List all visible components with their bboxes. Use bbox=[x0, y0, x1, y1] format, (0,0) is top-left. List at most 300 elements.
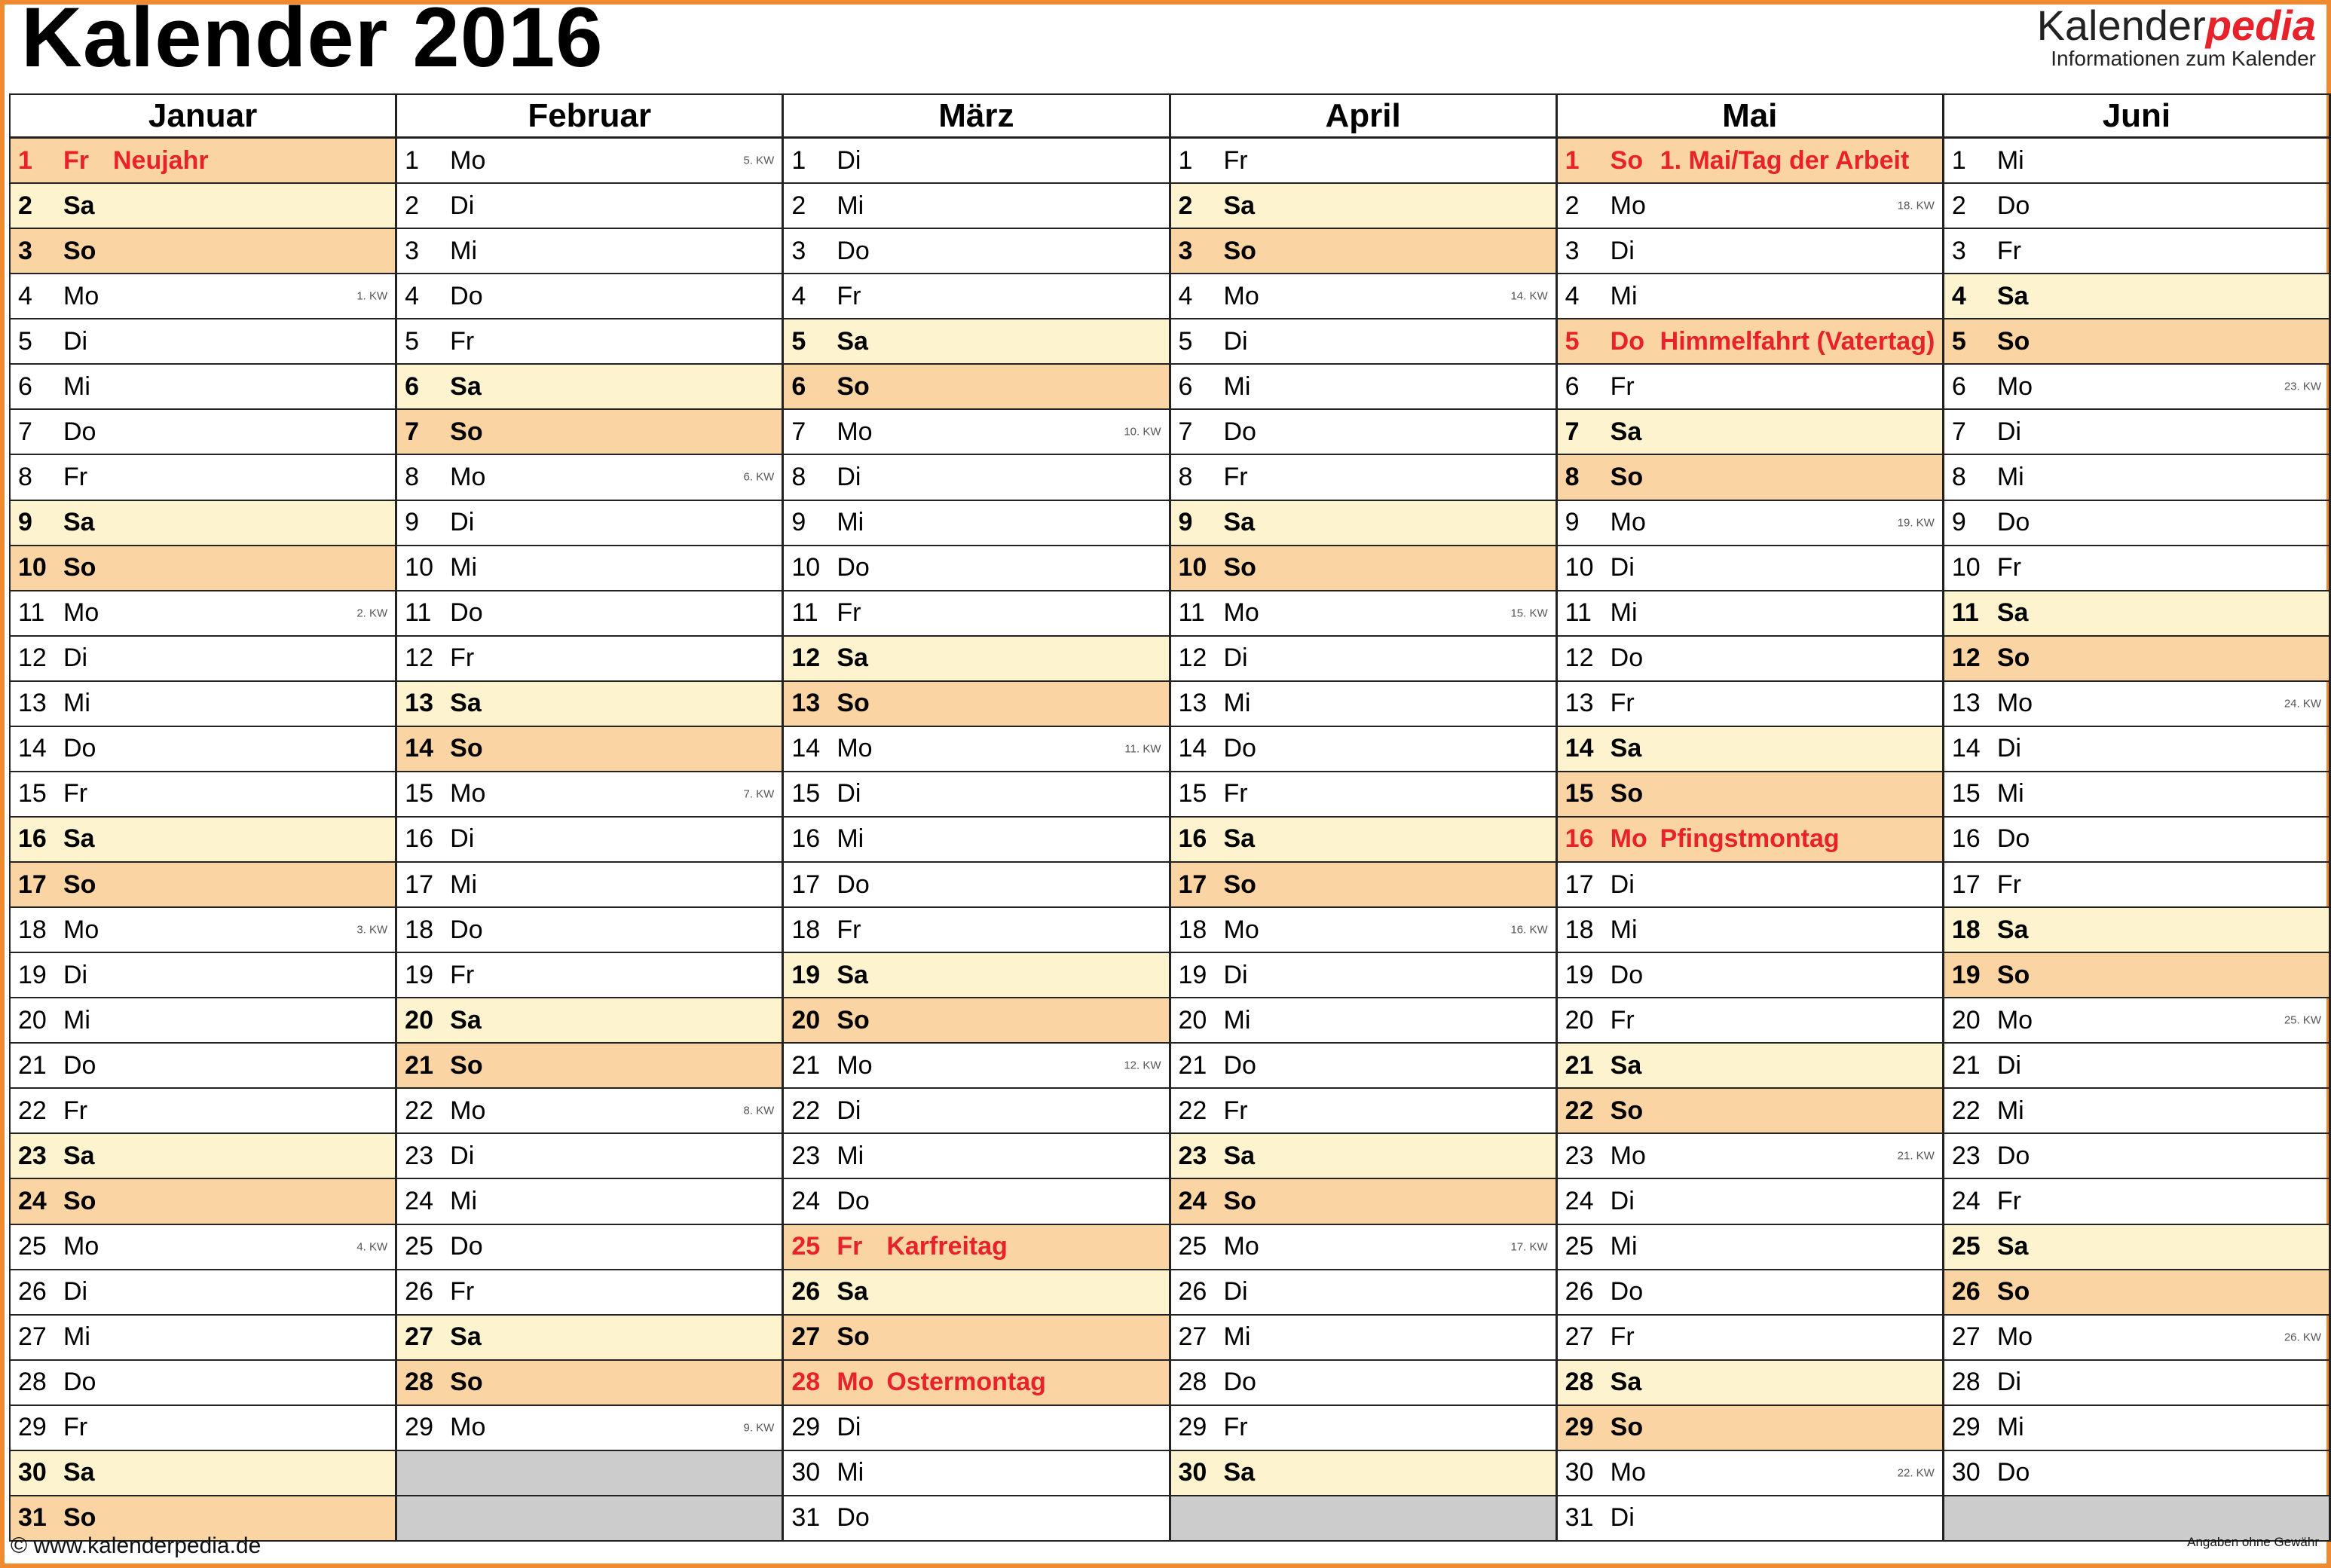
day-number: 21 bbox=[791, 1050, 821, 1080]
day-number: 7 bbox=[1178, 417, 1193, 446]
day-number: 26 bbox=[405, 1277, 433, 1307]
weekday: So bbox=[63, 236, 96, 265]
weekday: Mi bbox=[1610, 1232, 1638, 1261]
day-number: 25 bbox=[1951, 1232, 1981, 1261]
day-number: 12 bbox=[18, 643, 47, 673]
day-row bbox=[1944, 727, 2329, 772]
day-row bbox=[784, 998, 1168, 1044]
holiday-label: 1. Mai/Tag der Arbeit bbox=[1660, 145, 1910, 175]
weekday: Mi bbox=[1996, 1413, 2024, 1442]
week-number: 25. KW bbox=[2284, 1013, 2321, 1027]
day-row bbox=[1944, 1089, 2329, 1134]
day-row bbox=[1558, 863, 1942, 908]
day-row bbox=[397, 908, 782, 953]
week-number: 7. KW bbox=[743, 787, 775, 801]
day-row bbox=[1944, 365, 2329, 410]
weekday: Fr bbox=[1996, 870, 2021, 899]
day-number: 1 bbox=[791, 145, 806, 175]
weekday: Mo bbox=[1610, 1141, 1646, 1170]
day-number: 15 bbox=[1565, 779, 1594, 808]
holiday-label: Pfingstmontag bbox=[1660, 824, 1840, 854]
week-number: 9. KW bbox=[743, 1421, 775, 1435]
weekday: Mi bbox=[837, 508, 864, 537]
weekday: Di bbox=[1223, 326, 1248, 356]
day-row bbox=[1558, 274, 1942, 319]
weekday: Sa bbox=[1610, 734, 1642, 763]
day-number: 20 bbox=[1178, 1005, 1207, 1035]
weekday: Fr bbox=[63, 1413, 88, 1442]
weekday: Sa bbox=[450, 1005, 482, 1035]
weekday: Mi bbox=[1610, 598, 1638, 628]
month-column bbox=[1171, 95, 1558, 1542]
weekday: Sa bbox=[63, 1141, 95, 1170]
day-number: 30 bbox=[1951, 1458, 1981, 1487]
weekday: Mo bbox=[1996, 1005, 2033, 1035]
day-row bbox=[1171, 319, 1556, 365]
day-number: 22 bbox=[1178, 1096, 1207, 1125]
weekday: Mi bbox=[1610, 915, 1638, 944]
brand-tagline: Informationen zum Kalender bbox=[2051, 47, 2316, 70]
holiday-row bbox=[1558, 319, 1942, 365]
day-row bbox=[1558, 546, 1942, 591]
day-number: 23 bbox=[1565, 1141, 1594, 1170]
day-row bbox=[397, 365, 782, 410]
month-header: Januar bbox=[11, 95, 395, 139]
day-row bbox=[1171, 274, 1556, 319]
calendar-grid bbox=[9, 93, 2331, 1542]
day-number: 31 bbox=[1565, 1503, 1594, 1533]
day-list bbox=[784, 139, 1168, 1542]
day-number: 6 bbox=[791, 371, 806, 401]
holiday-row bbox=[1558, 818, 1942, 863]
footer-disclaimer: Angaben ohne Gewähr bbox=[2187, 1535, 2319, 1549]
weekday: Fr bbox=[1223, 1096, 1248, 1125]
weekday: So bbox=[1996, 960, 2030, 989]
weekday: Mi bbox=[1223, 689, 1251, 718]
week-number: 10. KW bbox=[1124, 425, 1161, 439]
day-row bbox=[397, 953, 782, 998]
day-number: 1 bbox=[405, 145, 420, 175]
day-number: 7 bbox=[405, 417, 420, 446]
day-row bbox=[1944, 184, 2329, 229]
weekday: So bbox=[450, 1368, 483, 1397]
day-number: 29 bbox=[1951, 1413, 1981, 1442]
day-row bbox=[784, 682, 1168, 727]
day-row bbox=[397, 319, 782, 365]
weekday: Di bbox=[450, 508, 475, 537]
weekday: Mi bbox=[450, 553, 478, 582]
day-row bbox=[1171, 772, 1556, 818]
weekday: Fr bbox=[1996, 553, 2021, 582]
day-number: 16 bbox=[18, 824, 47, 854]
day-number: 26 bbox=[1178, 1277, 1207, 1307]
week-number: 23. KW bbox=[2284, 380, 2321, 393]
weekday: Sa bbox=[1223, 1458, 1256, 1487]
weekday: Do bbox=[63, 417, 96, 446]
day-row bbox=[1944, 772, 2329, 818]
day-number: 19 bbox=[1951, 960, 1981, 989]
day-row bbox=[11, 998, 395, 1044]
day-number: 27 bbox=[1951, 1322, 1981, 1352]
day-number: 28 bbox=[1951, 1368, 1981, 1397]
day-row bbox=[1558, 1044, 1942, 1089]
day-number: 21 bbox=[1178, 1050, 1207, 1080]
weekday: Sa bbox=[837, 643, 868, 673]
day-row bbox=[1171, 501, 1556, 546]
day-row bbox=[784, 546, 1168, 591]
weekday: Fr bbox=[1610, 1005, 1635, 1035]
day-row bbox=[1171, 1044, 1556, 1089]
day-row bbox=[397, 1270, 782, 1316]
day-number: 24 bbox=[18, 1186, 47, 1215]
weekday: Sa bbox=[1610, 1368, 1642, 1397]
day-row bbox=[11, 1179, 395, 1224]
day-row bbox=[1558, 1496, 1942, 1542]
weekday: Mo bbox=[837, 417, 873, 446]
weekday: Mo bbox=[1610, 1458, 1646, 1487]
weekday: Fr bbox=[1223, 1413, 1248, 1442]
week-number: 11. KW bbox=[1124, 742, 1161, 756]
day-number: 13 bbox=[405, 689, 433, 718]
day-number: 10 bbox=[405, 553, 433, 582]
week-number: 12. KW bbox=[1124, 1059, 1161, 1072]
day-row bbox=[1944, 1361, 2329, 1406]
weekday: Fr bbox=[63, 462, 88, 491]
day-number: 9 bbox=[791, 508, 806, 537]
day-row bbox=[1171, 1225, 1556, 1270]
day-row bbox=[1171, 229, 1556, 274]
day-number: 16 bbox=[1565, 824, 1594, 854]
weekday: Sa bbox=[1996, 598, 2029, 628]
day-row bbox=[397, 1179, 782, 1224]
weekday: Mi bbox=[63, 689, 90, 718]
day-row bbox=[1558, 727, 1942, 772]
weekday: Mi bbox=[837, 191, 864, 220]
weekday: Sa bbox=[837, 960, 868, 989]
day-number: 17 bbox=[1951, 870, 1981, 899]
day-row bbox=[11, 953, 395, 998]
day-row bbox=[1171, 1134, 1556, 1179]
day-number: 11 bbox=[18, 598, 45, 628]
week-number: 21. KW bbox=[1897, 1149, 1935, 1163]
day-number: 10 bbox=[791, 553, 821, 582]
day-number: 12 bbox=[1178, 643, 1207, 673]
day-number: 22 bbox=[1565, 1096, 1594, 1125]
day-row bbox=[1171, 455, 1556, 500]
weekday: Di bbox=[837, 779, 861, 808]
day-row bbox=[397, 184, 782, 229]
day-row bbox=[1944, 319, 2329, 365]
day-number: 29 bbox=[1178, 1413, 1207, 1442]
day-number: 19 bbox=[1178, 960, 1207, 989]
weekday: Di bbox=[1996, 1050, 2021, 1080]
weekday: So bbox=[1223, 553, 1256, 582]
day-number: 21 bbox=[18, 1050, 47, 1080]
weekday: Mo bbox=[63, 1232, 99, 1261]
weekday: Mo bbox=[1610, 824, 1647, 854]
day-row bbox=[1171, 908, 1556, 953]
day-row bbox=[1558, 1089, 1942, 1134]
day-row bbox=[1944, 546, 2329, 591]
weekday: Di bbox=[1610, 1186, 1635, 1215]
week-number: 19. KW bbox=[1897, 516, 1935, 530]
day-number: 1 bbox=[1178, 145, 1193, 175]
day-row bbox=[397, 229, 782, 274]
day-number: 4 bbox=[405, 281, 420, 310]
day-row bbox=[784, 184, 1168, 229]
day-row bbox=[11, 184, 395, 229]
weekday: Di bbox=[63, 960, 88, 989]
day-row bbox=[1558, 772, 1942, 818]
weekday: Fr bbox=[837, 1232, 863, 1261]
day-number: 26 bbox=[1951, 1277, 1981, 1307]
weekday: Di bbox=[1610, 236, 1635, 265]
day-row bbox=[1558, 1270, 1942, 1316]
weekday: So bbox=[1223, 1186, 1256, 1215]
day-row bbox=[1944, 1044, 2329, 1089]
weekday: Mo bbox=[1223, 598, 1259, 628]
week-number: 1. KW bbox=[356, 289, 388, 303]
day-row bbox=[1944, 229, 2329, 274]
footer-copyright: © www.kalenderpedia.de bbox=[11, 1533, 262, 1558]
weekday: Do bbox=[1996, 824, 2030, 854]
weekday: So bbox=[1610, 1413, 1644, 1442]
weekday: Do bbox=[1610, 1277, 1644, 1307]
month-header: Mai bbox=[1558, 95, 1942, 139]
month-column bbox=[784, 95, 1170, 1542]
day-row bbox=[11, 1316, 395, 1361]
holiday-row bbox=[1558, 139, 1942, 184]
day-row bbox=[784, 501, 1168, 546]
day-number: 21 bbox=[1565, 1050, 1594, 1080]
weekday: So bbox=[450, 1050, 483, 1080]
day-number: 28 bbox=[1178, 1368, 1207, 1397]
day-number: 12 bbox=[1951, 643, 1981, 673]
weekday: Di bbox=[837, 145, 861, 175]
day-number: 24 bbox=[1178, 1186, 1207, 1215]
day-row bbox=[784, 727, 1168, 772]
day-number: 13 bbox=[18, 689, 47, 718]
day-row bbox=[1944, 1406, 2329, 1451]
weekday: Di bbox=[1610, 1503, 1635, 1533]
day-number: 7 bbox=[18, 417, 32, 446]
day-row bbox=[1944, 1270, 2329, 1316]
day-row bbox=[11, 319, 395, 365]
day-row bbox=[397, 998, 782, 1044]
day-number: 23 bbox=[1951, 1141, 1981, 1170]
weekday: Mi bbox=[1223, 371, 1251, 401]
weekday: Di bbox=[1223, 1277, 1248, 1307]
empty-day-cell bbox=[397, 1496, 782, 1542]
day-row bbox=[11, 772, 395, 818]
day-number: 13 bbox=[1951, 689, 1981, 718]
weekday: Mo bbox=[1223, 1232, 1259, 1261]
weekday: Do bbox=[837, 236, 870, 265]
holiday-label: Neujahr bbox=[113, 145, 209, 175]
day-row bbox=[784, 953, 1168, 998]
day-number: 28 bbox=[791, 1368, 821, 1397]
weekday: Do bbox=[1610, 326, 1644, 356]
day-row bbox=[11, 818, 395, 863]
day-number: 3 bbox=[1178, 236, 1193, 265]
day-row bbox=[11, 1044, 395, 1089]
day-row bbox=[1558, 1361, 1942, 1406]
day-row bbox=[784, 908, 1168, 953]
day-row bbox=[11, 591, 395, 637]
holiday-row bbox=[11, 139, 395, 184]
day-row bbox=[1171, 637, 1556, 682]
day-number: 4 bbox=[1565, 281, 1580, 310]
day-number: 14 bbox=[18, 734, 47, 763]
day-number: 18 bbox=[1951, 915, 1981, 944]
day-row bbox=[784, 274, 1168, 319]
day-row bbox=[784, 455, 1168, 500]
weekday: Sa bbox=[1223, 1141, 1256, 1170]
day-number: 10 bbox=[1178, 553, 1207, 582]
day-row bbox=[11, 410, 395, 455]
weekday: Fr bbox=[837, 598, 861, 628]
weekday: Do bbox=[1996, 508, 2030, 537]
day-row bbox=[784, 1406, 1168, 1451]
day-row bbox=[1944, 682, 2329, 727]
weekday: Di bbox=[837, 1096, 861, 1125]
weekday: Fr bbox=[1223, 779, 1248, 808]
day-row bbox=[397, 501, 782, 546]
day-row bbox=[397, 727, 782, 772]
weekday: So bbox=[450, 734, 483, 763]
day-number: 7 bbox=[1951, 417, 1966, 446]
day-number: 5 bbox=[405, 326, 420, 356]
day-row bbox=[397, 1225, 782, 1270]
day-number: 2 bbox=[405, 191, 420, 220]
brand-name bbox=[2036, 2, 2316, 49]
weekday: So bbox=[63, 1186, 96, 1215]
day-row bbox=[784, 1179, 1168, 1224]
month-column bbox=[397, 95, 784, 1542]
day-number: 4 bbox=[18, 281, 32, 310]
day-row bbox=[1944, 1134, 2329, 1179]
day-number: 4 bbox=[1951, 281, 1966, 310]
day-row bbox=[1944, 1225, 2329, 1270]
holiday-label: Karfreitag bbox=[886, 1232, 1008, 1261]
day-row bbox=[1558, 229, 1942, 274]
weekday: Sa bbox=[63, 824, 95, 854]
day-row bbox=[397, 863, 782, 908]
day-number: 3 bbox=[1565, 236, 1580, 265]
day-number: 22 bbox=[791, 1096, 821, 1125]
day-number: 10 bbox=[1565, 553, 1594, 582]
day-row bbox=[397, 1406, 782, 1451]
day-number: 3 bbox=[18, 236, 32, 265]
day-row bbox=[1171, 863, 1556, 908]
day-row bbox=[784, 1089, 1168, 1134]
week-number: 4. KW bbox=[356, 1240, 388, 1254]
day-number: 1 bbox=[1565, 145, 1580, 175]
weekday: Mi bbox=[63, 371, 90, 401]
day-row bbox=[1944, 274, 2329, 319]
day-row bbox=[1558, 1316, 1942, 1361]
day-number: 25 bbox=[18, 1232, 47, 1261]
weekday: Mi bbox=[1996, 145, 2024, 175]
day-row bbox=[397, 591, 782, 637]
weekday: So bbox=[837, 1005, 870, 1035]
weekday: Di bbox=[1610, 870, 1635, 899]
weekday: Fr bbox=[450, 960, 475, 989]
day-number: 16 bbox=[1951, 824, 1981, 854]
day-number: 28 bbox=[18, 1368, 47, 1397]
day-number: 5 bbox=[1951, 326, 1966, 356]
day-number: 18 bbox=[18, 915, 47, 944]
day-row bbox=[784, 1316, 1168, 1361]
day-number: 19 bbox=[791, 960, 821, 989]
weekday: Sa bbox=[450, 371, 482, 401]
weekday: Mi bbox=[1996, 779, 2024, 808]
weekday: Mi bbox=[63, 1005, 90, 1035]
weekday: Di bbox=[450, 1141, 475, 1170]
month-column bbox=[1558, 95, 1944, 1542]
day-number: 24 bbox=[1565, 1186, 1594, 1215]
day-number: 21 bbox=[1951, 1050, 1981, 1080]
day-row bbox=[11, 1361, 395, 1406]
day-number: 12 bbox=[1565, 643, 1594, 673]
day-row bbox=[1558, 682, 1942, 727]
week-number: 6. KW bbox=[743, 470, 775, 484]
day-row bbox=[1944, 139, 2329, 184]
day-row bbox=[1171, 365, 1556, 410]
weekday: Fr bbox=[1610, 371, 1635, 401]
day-number: 1 bbox=[1951, 145, 1966, 175]
weekday: Di bbox=[1996, 1368, 2021, 1397]
day-row bbox=[1558, 1179, 1942, 1224]
weekday: Sa bbox=[1223, 191, 1256, 220]
day-number: 20 bbox=[1565, 1005, 1594, 1035]
weekday: So bbox=[1610, 1096, 1644, 1125]
day-number: 27 bbox=[18, 1322, 47, 1352]
day-number: 8 bbox=[1565, 462, 1580, 491]
weekday: Sa bbox=[63, 1458, 95, 1487]
day-row bbox=[1558, 1225, 1942, 1270]
weekday: Fr bbox=[450, 1277, 475, 1307]
weekday: Do bbox=[450, 915, 483, 944]
day-number: 25 bbox=[1178, 1232, 1207, 1261]
week-number: 16. KW bbox=[1510, 923, 1548, 937]
day-number: 7 bbox=[1565, 417, 1580, 446]
day-number: 13 bbox=[1178, 689, 1207, 718]
day-number: 9 bbox=[18, 508, 32, 537]
day-row bbox=[784, 818, 1168, 863]
day-list bbox=[11, 139, 395, 1542]
weekday: Di bbox=[1223, 643, 1248, 673]
weekday: Sa bbox=[837, 1277, 868, 1307]
day-row bbox=[784, 591, 1168, 637]
day-number: 22 bbox=[18, 1096, 47, 1125]
day-number: 8 bbox=[1951, 462, 1966, 491]
day-row bbox=[1558, 998, 1942, 1044]
weekday: Fr bbox=[837, 915, 861, 944]
weekday: Mi bbox=[1610, 281, 1638, 310]
weekday: Di bbox=[1610, 553, 1635, 582]
day-row bbox=[784, 1134, 1168, 1179]
weekday: Mi bbox=[837, 824, 864, 854]
holiday-label: Himmelfahrt (Vatertag) bbox=[1660, 326, 1935, 356]
day-number: 12 bbox=[791, 643, 821, 673]
day-row bbox=[397, 1134, 782, 1179]
weekday: Di bbox=[1996, 417, 2021, 446]
weekday: So bbox=[63, 553, 96, 582]
day-row bbox=[1558, 455, 1942, 500]
day-number: 6 bbox=[405, 371, 420, 401]
day-row bbox=[397, 1316, 782, 1361]
